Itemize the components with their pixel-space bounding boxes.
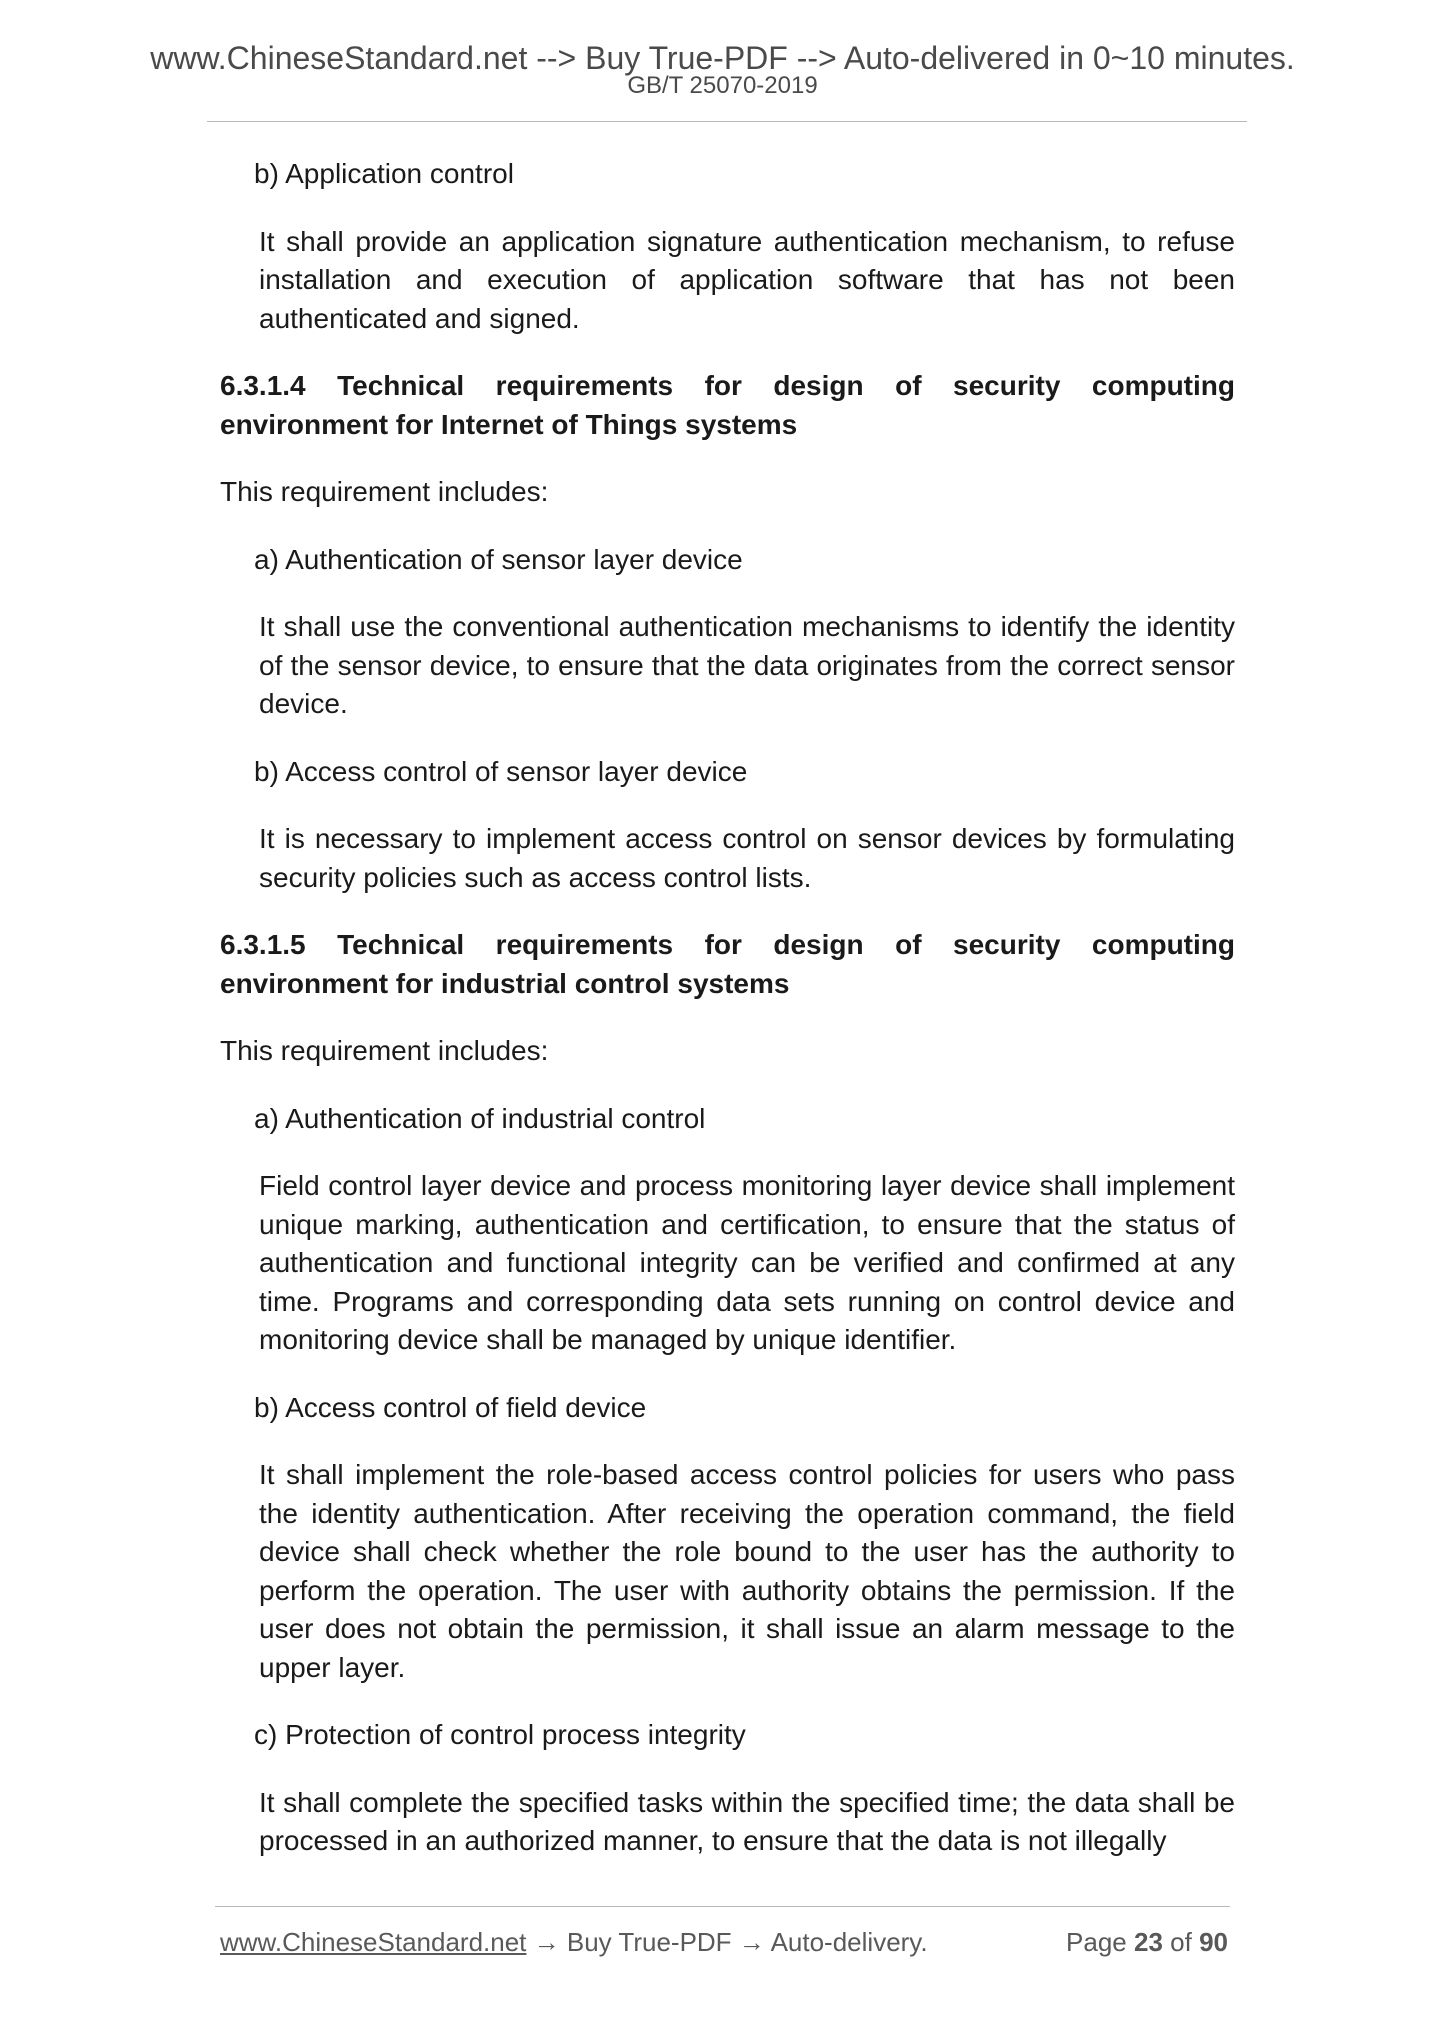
top-banner: www.ChineseStandard.net --> Buy True-PDF --> Auto-delivered in 0~10 minutes. [150,40,1295,76]
item-field-access-control-text: It shall implement the role-based access control policies for users who pass the identity authentication. After receiving the operation command, the field device shall check whether the role bound to the user has the authority to perform the operation. The user with authority obtains the permission. If the user does not obtain the permission, it shall issue an alarm message to the upper layer. [259,1459,1235,1683]
section-heading-6-3-1-5: 6.3.1.5 Technical requirements for design of security computing environment for industrial control systems [220,929,1235,999]
footer-divider [215,1906,1230,1907]
page-counter [1066,1925,1228,1959]
item-process-integrity-title: c) Protection of control process integrity [254,1719,746,1750]
page-number: 23 [1134,1927,1163,1957]
item-application-control-text: It shall provide an application signature authentication mechanism, to refuse installation and execution of application software that has not been authenticated and signed. [259,225,1235,334]
footer-site-link[interactable]: www.ChineseStandard.net [220,1927,527,1957]
requirement-intro: This requirement includes: [220,1035,549,1066]
requirement-intro: This requirement includes: [220,476,549,507]
page-total: 90 [1199,1927,1228,1957]
page-label: Page [1066,1927,1127,1957]
standard-code: GB/T 25070-2019 [627,72,818,99]
footer-promo [220,1925,928,1959]
item-process-integrity-text: It shall complete the specified tasks within the specified time; the data shall be processed in an authorized manner, to ensure that the data is not illegally [259,1786,1235,1856]
item-application-control-title: b) Application control [254,158,514,189]
item-industrial-authentication-text: Field control layer device and process monitoring layer device shall implement unique marking, authentication and certification, to ensure that the status of authentication and functional integrity can be verified and confirmed at any time. Programs and corresponding data sets running on control device and monitoring device shall be managed by unique identifier. [259,1170,1235,1355]
item-sensor-access-control-title: b) Access control of sensor layer device [254,755,748,787]
item-sensor-access-control-text: It is necessary to implement access control on sensor devices by formulating security policies such as access control lists. [259,823,1235,893]
footer-promo-text: → Buy True-PDF → Auto-delivery. [526,1927,928,1957]
item-sensor-authentication-title: a) Authentication of sensor layer device [254,543,743,575]
section-heading-6-3-1-4: 6.3.1.4 Technical requirements for design of security computing environment for Internet of Things systems [220,370,1235,440]
page-footer [220,1925,1235,1959]
item-sensor-authentication-text: It shall use the conventional authentication mechanisms to identify the identity of the sensor device, to ensure that the data originates from the correct sensor device. [259,611,1235,719]
item-industrial-authentication-title: a) Authentication of industrial control [254,1102,706,1134]
header-divider [207,121,1247,122]
item-field-access-control-title: b) Access control of field device [254,1391,647,1423]
page-body [220,155,1235,1861]
of-label: of [1170,1927,1192,1957]
